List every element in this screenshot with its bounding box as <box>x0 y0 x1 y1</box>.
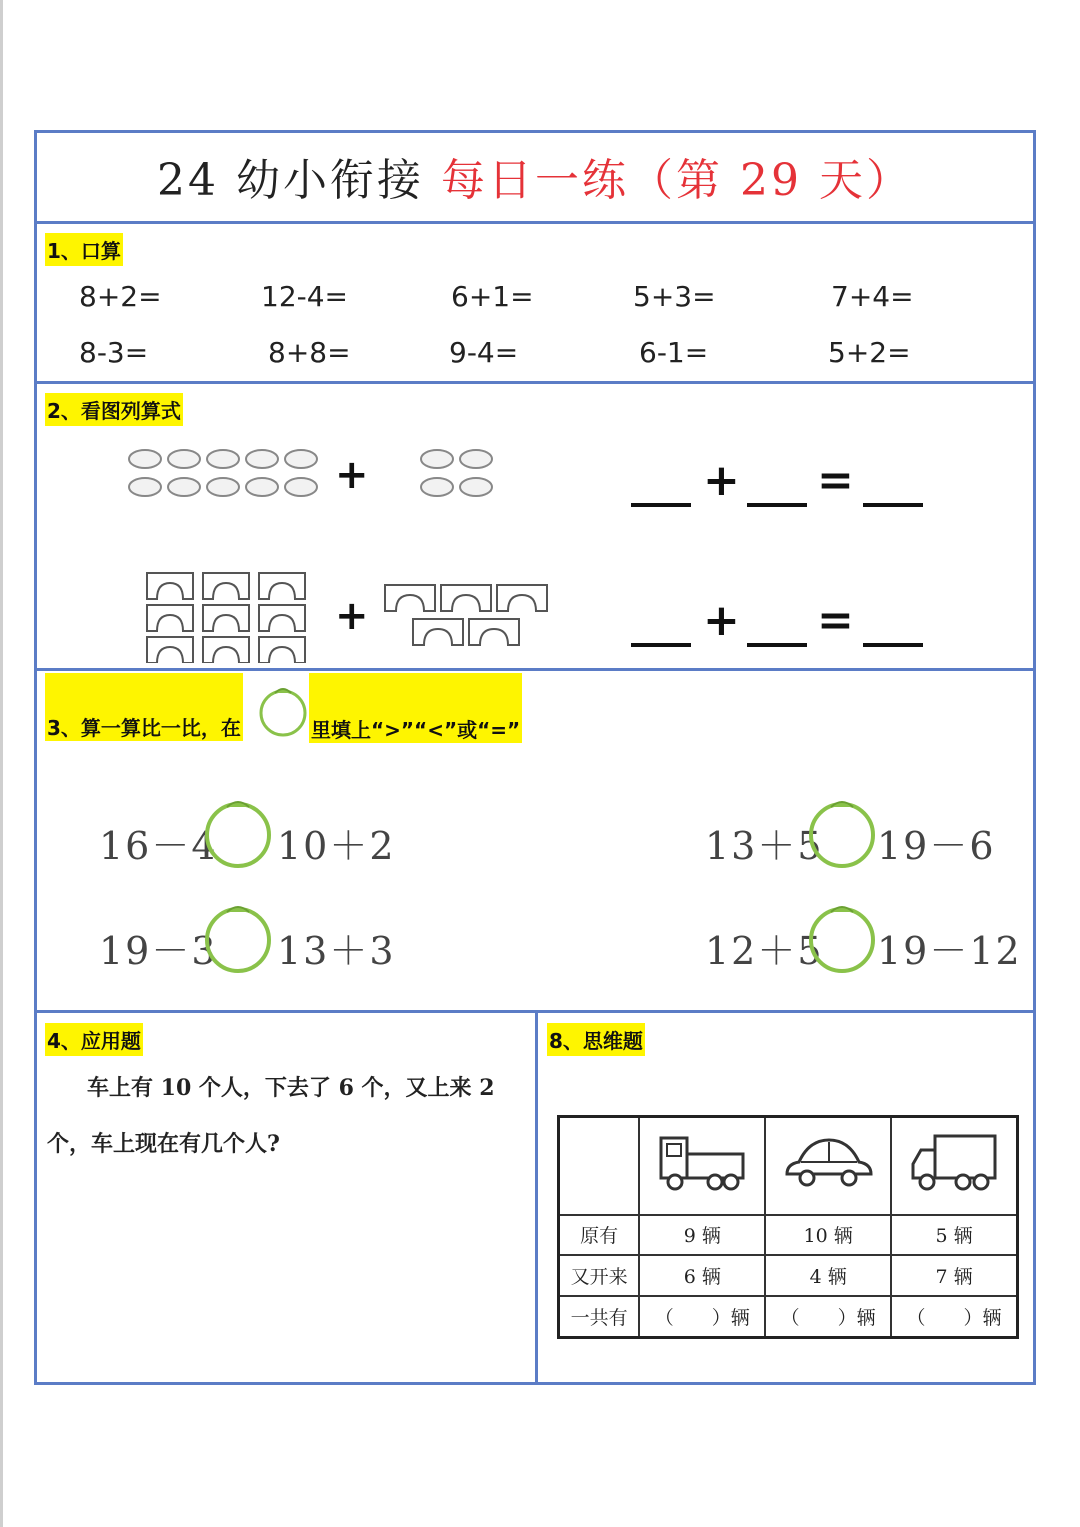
blocks-group-left <box>147 573 305 663</box>
divider <box>37 221 1033 224</box>
equals-sign: = <box>817 455 854 506</box>
answer-circle-icon <box>807 900 877 974</box>
divider <box>37 668 1033 671</box>
compare-left-expression: 13＋5 <box>705 824 824 868</box>
table-cell: 9 辆 <box>639 1215 765 1256</box>
answer-circle-icon <box>807 795 877 869</box>
compare-left-expression: 16－4 <box>99 824 218 868</box>
column-divider <box>535 1010 538 1385</box>
ovals-group-right <box>421 450 492 496</box>
equation: 9-4= <box>449 336 519 369</box>
section-label-3a: 3、算一算比一比，在 <box>45 673 243 741</box>
page-edge <box>0 0 3 1527</box>
section-label-2: 2、看图列算式 <box>45 393 183 426</box>
row-header: 原有 <box>559 1215 640 1256</box>
answer-cell[interactable]: （ ）辆 <box>891 1296 1017 1337</box>
van-icon <box>891 1117 1017 1215</box>
answer-cell[interactable]: （ ）辆 <box>639 1296 765 1337</box>
section-label-8: 8、思维题 <box>547 1023 645 1056</box>
equation: 5+3= <box>633 280 716 313</box>
vehicle-table <box>557 1115 1019 1339</box>
equation: 8+8= <box>268 336 351 369</box>
equation: 5+2= <box>828 336 911 369</box>
table-cell: 5 辆 <box>891 1215 1017 1256</box>
equals-sign: = <box>817 595 854 646</box>
truck-icon <box>639 1117 765 1215</box>
divider <box>37 381 1033 384</box>
table-cell: 6 辆 <box>639 1255 765 1296</box>
title-highlight: 每日一练（第 29 天） <box>441 155 913 206</box>
plus-sign: + <box>703 595 740 646</box>
answer-cell[interactable]: （ ）辆 <box>765 1296 891 1337</box>
table-cell: 7 辆 <box>891 1255 1017 1296</box>
plus-sign: + <box>335 452 369 498</box>
compare-left-expression: 12＋5 <box>705 929 824 973</box>
equation: 6+1= <box>451 280 534 313</box>
worksheet <box>34 130 1036 1385</box>
compare-right-expression: 19－6 <box>877 824 996 868</box>
compare-right-expression: 13＋3 <box>277 929 396 973</box>
picture-equations <box>117 433 1017 663</box>
equation: 12-4= <box>261 280 349 313</box>
row-header: 一共有 <box>559 1296 640 1337</box>
equation: 8-3= <box>79 336 149 369</box>
compare-right-expression: 19－12 <box>877 929 1022 973</box>
title-main: 24 幼小衔接 <box>157 155 424 206</box>
answer-circle-icon <box>203 900 273 974</box>
table-cell: 10 辆 <box>765 1215 891 1256</box>
equation: 8+2= <box>79 280 162 313</box>
section-label-1: 1、口算 <box>45 233 123 266</box>
word-problem-line-2: 个，车上现在有几个人? <box>47 1131 280 1157</box>
answer-circle-icon <box>203 795 273 869</box>
circle-icon <box>257 683 309 739</box>
section-label-4: 4、应用题 <box>45 1023 143 1056</box>
page-title <box>37 141 1033 221</box>
table-corner <box>559 1117 640 1215</box>
car-icon <box>765 1117 891 1215</box>
row-header: 又开来 <box>559 1255 640 1296</box>
word-problem-line-1: 车上有 10 个人，下去了 6 个，又上来 2 <box>87 1075 495 1101</box>
plus-sign: + <box>703 455 740 506</box>
compare-left-expression: 19－3 <box>99 929 218 973</box>
ovals-group-left <box>129 450 317 496</box>
section-label-3b: 里填上“>”“<”或“=” <box>309 673 522 743</box>
equation: 6-1= <box>639 336 709 369</box>
table-cell: 4 辆 <box>765 1255 891 1296</box>
blocks-group-right <box>385 585 547 645</box>
plus-sign: + <box>335 593 369 639</box>
compare-right-expression: 10＋2 <box>277 824 396 868</box>
equation: 7+4= <box>831 280 914 313</box>
